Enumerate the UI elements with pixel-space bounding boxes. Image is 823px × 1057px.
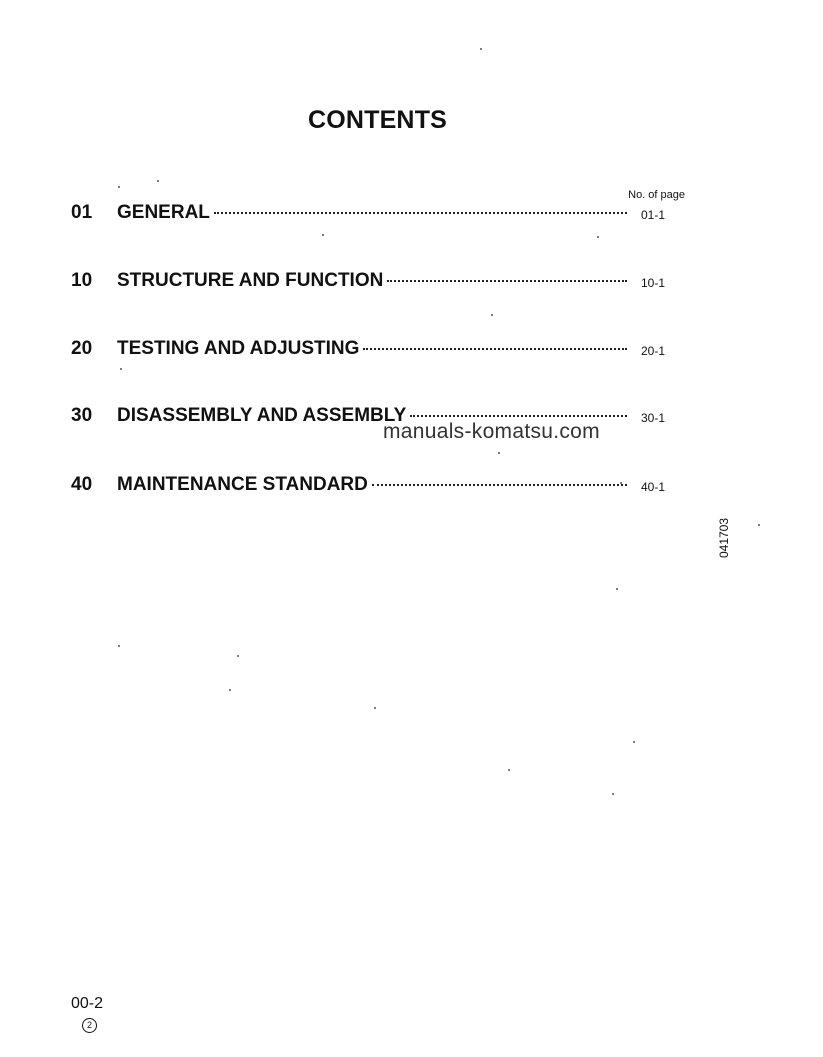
toc-leader — [117, 474, 627, 496]
toc-entry-page: 20-1 — [640, 344, 665, 358]
scan-speck — [120, 368, 122, 370]
scan-speck — [616, 588, 618, 590]
scan-speck — [322, 234, 324, 236]
toc-entry-testing-and-adjusting[interactable] — [0, 338, 823, 368]
scan-speck — [597, 236, 599, 238]
scan-speck — [237, 655, 239, 657]
scan-speck — [118, 186, 120, 188]
toc-leader — [117, 202, 627, 224]
toc-entry-title: GENERAL — [117, 202, 210, 223]
scan-speck — [508, 769, 510, 771]
scan-speck — [491, 314, 493, 316]
scan-speck — [374, 707, 376, 709]
dot-leader — [387, 279, 627, 282]
scan-speck — [620, 482, 622, 484]
toc-entry-title: STRUCTURE AND FUNCTION — [117, 270, 384, 291]
scan-speck — [118, 645, 120, 647]
scan-speck — [480, 48, 482, 50]
toc-entry-general[interactable] — [0, 202, 823, 232]
toc-entry-page: 30-1 — [640, 411, 665, 425]
toc-leader — [117, 270, 627, 292]
dot-leader — [363, 347, 627, 350]
scan-speck — [758, 524, 760, 526]
toc-entry-number: 20 — [71, 338, 93, 359]
toc-entry-number: 40 — [71, 474, 93, 495]
scan-speck — [633, 741, 635, 743]
toc-entry-number: 30 — [71, 405, 93, 426]
toc-entry-page: 40-1 — [640, 480, 665, 494]
toc-entry-title: TESTING AND ADJUSTING — [117, 338, 360, 359]
watermark-text[interactable]: manuals-komatsu.com — [383, 420, 600, 443]
toc-entry-title: DISASSEMBLY AND ASSEMBLY — [117, 405, 407, 426]
toc-leader — [117, 338, 627, 360]
dot-leader — [410, 414, 627, 417]
toc-entry-maintenance-standard[interactable] — [0, 474, 823, 504]
toc-entry-page: 10-1 — [640, 276, 665, 290]
toc-entry-page: 01-1 — [640, 208, 665, 222]
page-column-header: No. of page — [628, 189, 685, 201]
toc-entry-number: 01 — [71, 202, 93, 223]
page-title: CONTENTS — [307, 106, 448, 134]
toc-entry-structure-and-function[interactable] — [0, 270, 823, 300]
dot-leader — [372, 483, 627, 486]
toc-entry-number: 10 — [71, 270, 93, 291]
document-code: 041703 — [717, 517, 731, 559]
dot-leader — [214, 211, 627, 214]
toc-entry-title: MAINTENANCE STANDARD — [117, 474, 368, 495]
revision-mark: 2 — [82, 1018, 97, 1033]
scan-speck — [157, 180, 159, 182]
scan-speck — [229, 689, 231, 691]
page-number: 00-2 — [71, 995, 104, 1012]
scan-speck — [498, 452, 500, 454]
scan-speck — [612, 793, 614, 795]
